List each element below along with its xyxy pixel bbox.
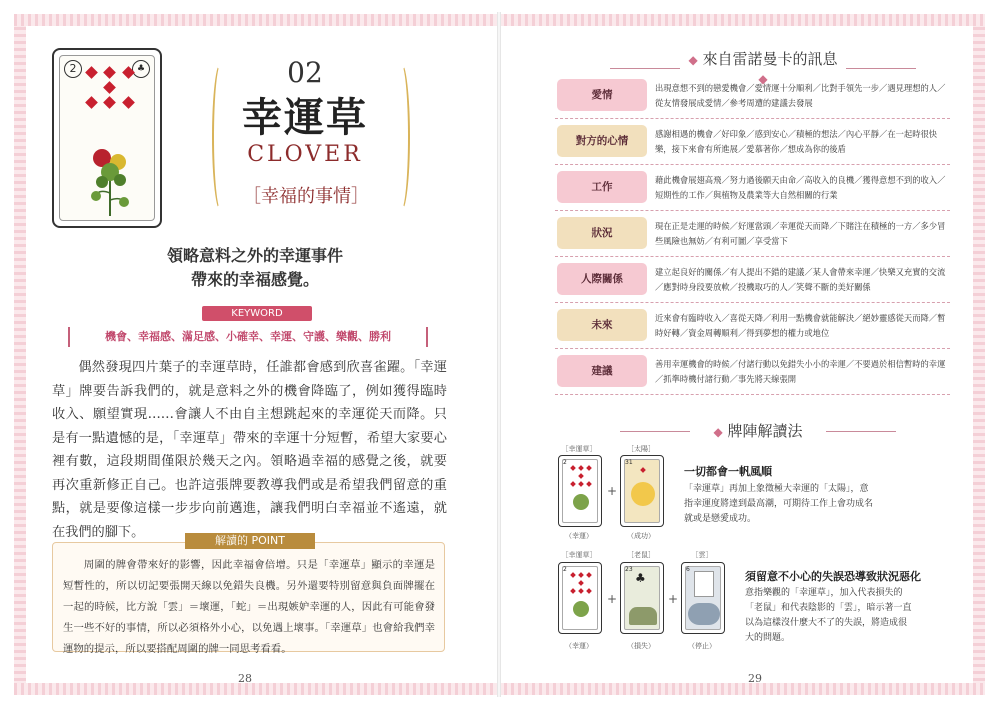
reading-point-text: 周圍的牌會帶來好的影響，因此幸福會倍增。只是「幸運草」顯示的幸運是短暫性的，所以切記要張開天線以免錯失良機。另外還要特別留意與負面牌擺在一起的時候，比方說「雲」＝壞運，「蛇」＝出現嫉妒幸運的人，因此有可能會發生一些不好的事情，所以必須格外小心，以免遇上壞事。「幸運草」也會給我們幸運物的提示，所以要搭配周圍的牌一同思考看看。 <box>63 559 435 655</box>
mice-icon <box>629 607 657 625</box>
meaning-label: 未來 <box>557 309 647 341</box>
combo2-card1-label: ［幸運草］ <box>561 551 597 559</box>
meaning-text: 感謝相遇的機會／好印象／感到安心／積極的想法／內心平靜／在一起時很快樂，接下來會有所進展／愛慕著你／想成為你的後盾 <box>655 129 938 154</box>
king-card-icon <box>694 571 714 597</box>
chapter-number: 02 <box>287 56 323 89</box>
diamond-pips <box>82 68 138 107</box>
chapter-title: 幸運草 <box>242 94 368 141</box>
diamond-ornament-icon: ◆ <box>758 72 768 86</box>
clover-icon <box>573 601 589 617</box>
page-number-right: 29 <box>748 672 762 685</box>
meaning-text: 出現意想不到的戀愛機會／愛情運十分順利／比對手領先一步／遇見理想的人／從友情發展成愛情／參考周遭的建議去發展 <box>655 83 946 108</box>
meaning-text: 善用幸運機會的時候／付諸行動以免錯失小小的幸運／不要過於相信暫時的幸運／抓準時機付諸行動／事先將天線張開 <box>655 359 946 384</box>
combo2-card2-meaning: （損失） <box>627 642 655 650</box>
card-number-badge: 2 <box>64 60 82 78</box>
section-title-messages: ◆ 來自雷諾曼卡的訊息 ◆ <box>688 50 838 86</box>
meaning-text: 藉此機會展翅高飛／努力過後願天由命／高收入的良機／獲得意想不到的收入／短期性的工作／與植物及農業等大自然相關的行業 <box>655 175 946 200</box>
keyword-badge: KEYWORD <box>202 306 312 321</box>
combo1-card1-meaning: （幸運） <box>565 532 593 540</box>
clover-card-image <box>52 48 162 228</box>
meaning-text: 建立起良好的關係／有人提出不錯的建議／某人會帶來幸運／快樂又充實的交流／應對時身段要放軟／投機取巧的人／笑聲不斷的美好關係 <box>655 267 946 292</box>
meaning-label: 對方的心情 <box>557 125 647 157</box>
meaning-label: 狀況 <box>557 217 647 249</box>
reading-point-box <box>52 534 445 655</box>
chapter-title-english: CLOVER <box>247 142 363 167</box>
meaning-row <box>555 349 950 395</box>
suit-badge: ♣ <box>132 60 150 78</box>
meaning-label: 人際關係 <box>557 263 647 295</box>
combo1-text: 「幸運草」再加上象徵極大幸運的「太陽」，意指幸運度將達到最高潮，可期待工作上會功成名就或是戀愛成功。 <box>684 484 874 524</box>
keyword-list: 機會、幸福感、滿足感、小確幸、幸運、守護、樂觀、勝利 <box>68 327 428 347</box>
clover-icon <box>573 494 589 510</box>
combo2-clover-card: 2 <box>558 562 602 634</box>
diamond-ornament-icon: ◆ <box>713 425 723 439</box>
sun-icon <box>631 482 655 506</box>
clover-plant-icon <box>88 138 132 218</box>
right-flourish <box>392 62 410 212</box>
diamond-ornament-icon: ◆ <box>688 53 698 67</box>
combo2-clouds-card: 6 <box>681 562 725 634</box>
combo1-card1-label: ［幸運草］ <box>561 445 597 453</box>
meaning-row <box>555 73 950 119</box>
combo2-text: 意指樂觀的「幸運草」，加入代表損失的「老鼠」和代表陰影的「雲」，暗示著一直以為這樣沒什麼大不了的失誤，將造成很大的問題。 <box>745 588 912 643</box>
combo2-mice-card: 23 ♣ <box>620 562 664 634</box>
body-paragraph: 偶然發現四片葉子的幸運草時，任誰都會感到欣喜雀躍。「幸運草」牌要告訴我們的，就是意料之外的機會降臨了，例如獲得臨時收入、願望實現……會讓人不由自主想跳起來的幸運從天而降。只是有一點遺憾的是，「幸運草」帶來的幸運十分短暫，希望大家要心裡有數，這段期間僅限於幾天之內。領略過幸福的感覺之後，就要再次重新修正自己。也許這張牌要教導我們或是希望我們留意的重點，就是要像這樣一步步向前邁進，讓我們明白幸福並不遙遠，就在我們的腳下。 <box>52 360 447 540</box>
combo2-card2-label: ［老鼠］ <box>627 551 655 559</box>
meaning-text: 現在正是走運的時候／好運當頭／幸運從天而降／下賭注在積極的一方／多少冒些風險也無妨／有利可圖／享受當下 <box>655 221 946 246</box>
combo1-sun-card: 31 <box>620 455 664 527</box>
reading-point-badge: 解讀的 POINT <box>185 533 315 549</box>
meaning-label: 工作 <box>557 171 647 203</box>
combo2-card3-meaning: （停止） <box>688 642 716 650</box>
combo1-clover-card: 2 <box>558 455 602 527</box>
combo2-title: 須留意不小心的失誤恐導致狀況惡化 <box>745 570 921 583</box>
meaning-row <box>555 165 950 211</box>
combo1-card2-meaning: （成功） <box>627 532 655 540</box>
club-pips-icon: ♣ <box>635 571 646 585</box>
meaning-row <box>555 257 950 303</box>
meaning-label: 建議 <box>557 355 647 387</box>
combo2-card3-label: ［雲］ <box>691 551 713 559</box>
combo1-card2-label: ［太陽］ <box>627 445 655 453</box>
page-number-left: 28 <box>238 672 252 685</box>
meaning-row <box>555 119 950 165</box>
section-title-spread: ◆ 牌陣解讀法 <box>698 420 818 441</box>
page-spine <box>497 12 501 697</box>
meaning-label: 愛情 <box>557 79 647 111</box>
book-spread: 2 ♣ 02 幸運草 CLOVER ［幸福的事情］ 領略意料之外的幸運事件 帶來的幸福感覺。 KEYWORD 機會、幸福感、滿足感、小確幸、幸運、守護、樂觀、勝利 偶然發現四片葉子的幸運草時，任誰都會感到欣喜雀躍。「幸運草」牌要告訴我們的，就是意料之外的機會降臨了，例如獲得臨時收入、願望實現……會讓人不由自主想跳起來的幸運從天而降。只是有一點遺憾的是，「幸運草」帶來的幸運十分短暫，希望大家要心裡有數，這段期間僅限於幾天之內。領略過幸福的感覺之後，就要再次重新修正自己。也許這張牌要教導我們或是希望我們留意的重點，就是要像這樣一步步向前邁進，讓我們明白幸福並不遙遠，就在我們的腳下。 解讀的 POINT 周圍的牌會帶來好的影響，因此幸福會倍增。只是「幸運草」顯示的幸運是短暫性的，所以切記要張開天線以免錯失良機。另外還要特別留意與負面牌擺在一起的時候，比方說「雲」＝壞運，「蛇」＝出現嫉妒幸運的人，因此有可能會發生一些不好的事情，所以必須格外小心，以免遇上壞事。「幸運草」也會給我們幸運物的提示，所以要搭配周圍的牌一同思考看看。 28 ◆ 來自雷諾曼卡的訊息 ◆ 愛情 出現意想不到的戀愛機會／愛情運十分順利／比對手領先一步／遇見理想的人／從友情發展成愛情／參考周遭的建議去發展 對方的心情 感謝相遇的機會／好印象／感到安心／積極的想法／內心平靜／在一起時很快樂，接下來會有所進展／愛慕著你／想成為你的後盾 工作 藉此機會展翅高飛／努力過後願天由命／高收入的良機／獲得意想不到的收入／短期性的工作／與植物及農業等大自然相關的行業 狀況 現在正是走運的時候／好運當頭／幸運從天而降／下賭注在積極的一方／多少冒些風險也無妨／有利可圖／享受當下 人際關係 建立起良好的關係／有人提出不錯的建議／某人會帶來幸運／快樂又充實的交流／應對時身段要放軟／投機取巧的人／笑聲不斷的美好關係 未來 近來會有臨時收入／喜從天降／利用一點機會就能解決／絕妙靈感從天而降／暫時好轉／資金周轉順利／得到夢想的權力或地位 建議 善用幸運機會的時候／付諸行動以免錯失小小的幸運／不要過於相信暫時的幸運／抓準時機付諸行動／事先將天線張開 ◆ 牌陣解讀法 ［幸運草］ 2 （幸運） + ［太陽］ 31 （成功） 一切都會一帆風順 「幸運草」再加上象徵極大幸運的「太陽」，意指幸運度將達到最高潮，可期待工作上會功成名就或是戀愛成功。 ［幸運草］ 2 （幸運） + ［老鼠］ 23 ♣ （損失） + ［雲］ 6 （停止） 須留意不小心的失誤恐導致狀況惡化 意指樂觀的「幸運草」，加入代表損失的「老鼠」和代表陰影的「雲」，暗示著一直以為這樣沒什麼大不了的失誤，將造成很大的問題。 29 <box>0 0 999 709</box>
lead-text: 領略意料之外的幸運事件 帶來的幸福感覺。 <box>166 246 343 289</box>
meaning-text: 近來會有臨時收入／喜從天降／利用一點機會就能解決／絕妙靈感從天而降／暫時好轉／資金周轉順利／得到夢想的權力或地位 <box>655 313 946 338</box>
meaning-table <box>555 73 950 395</box>
cloud-icon <box>688 603 720 625</box>
chapter-subtitle: ［幸福的事情］ <box>243 186 369 207</box>
meaning-row <box>555 211 950 257</box>
combo1-title: 一切都會一帆風順 <box>684 465 772 478</box>
meaning-row <box>555 303 950 349</box>
combo2-card1-meaning: （幸運） <box>565 642 593 650</box>
